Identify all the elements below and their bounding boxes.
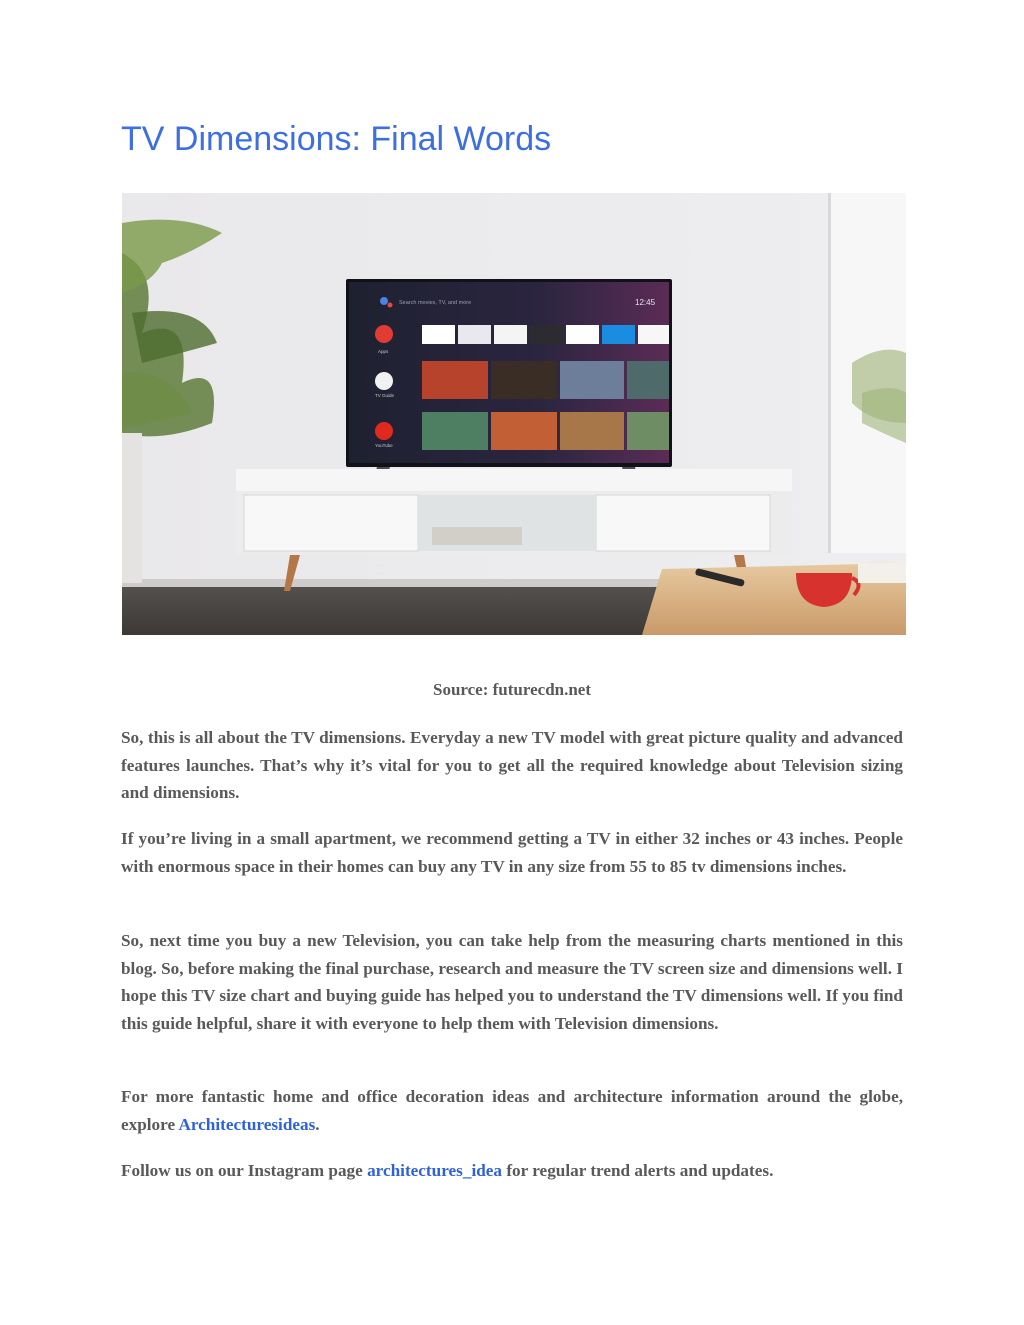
instagram-link[interactable]: architectures_idea — [367, 1161, 503, 1180]
paragraph-instagram — [121, 1157, 903, 1185]
tv-set — [346, 279, 672, 483]
explore-text: For more fantastic home and office decoration ideas and architecture information around the globe, explore — [121, 1087, 903, 1134]
tv-side-app-2: YouTube — [375, 443, 393, 448]
explore-text-end: . — [315, 1114, 320, 1134]
page-title: TV Dimensions: Final Words — [121, 120, 552, 158]
tv-room-illustration — [122, 193, 906, 635]
instagram-text: Follow us on our Instagram page — [121, 1161, 368, 1180]
paragraph-summary: So, this is all about the TV dimensions. Everyday a new TV model with great picture quality and advanced features launches. That’s why it’s vital for you to get all the required knowledge about Television sizing and dimensions. — [121, 728, 903, 802]
tv-room-photo — [122, 193, 906, 635]
tv-search-text: Search movies, TV, and more — [399, 300, 472, 306]
instagram-text-end: for regular trend alerts and updates. — [502, 1161, 774, 1180]
image-caption: Source: futurecdn.net — [432, 680, 592, 699]
paragraph-recommendation: If you’re living in a small apartment, we recommend getting a TV in either 32 inches or 43 inches. People with enormous space in their homes can buy any TV in any size from 55 to 85 tv dimensions inches. — [121, 829, 903, 876]
tv-clock: 12:45 — [635, 298, 656, 307]
paragraph-measuring: So, next time you buy a new Television, you can take help from the measuring charts mentioned in this blog. So, before making the final purchase, research and measure the TV screen size and dimensions well. I hope this TV size chart and buying guide has helped you to understand the TV dimensions well. If you find this guide helpful, share it with everyone to help them with Television dimensions. — [121, 931, 903, 1033]
tv-side-app-0: Apps — [378, 349, 389, 354]
coffee-table — [642, 561, 906, 635]
tv-side-app-1: TV Guide — [375, 393, 395, 398]
paragraph-explore — [121, 1083, 903, 1138]
architecturesideas-link[interactable]: Architecturesideas — [178, 1114, 316, 1134]
